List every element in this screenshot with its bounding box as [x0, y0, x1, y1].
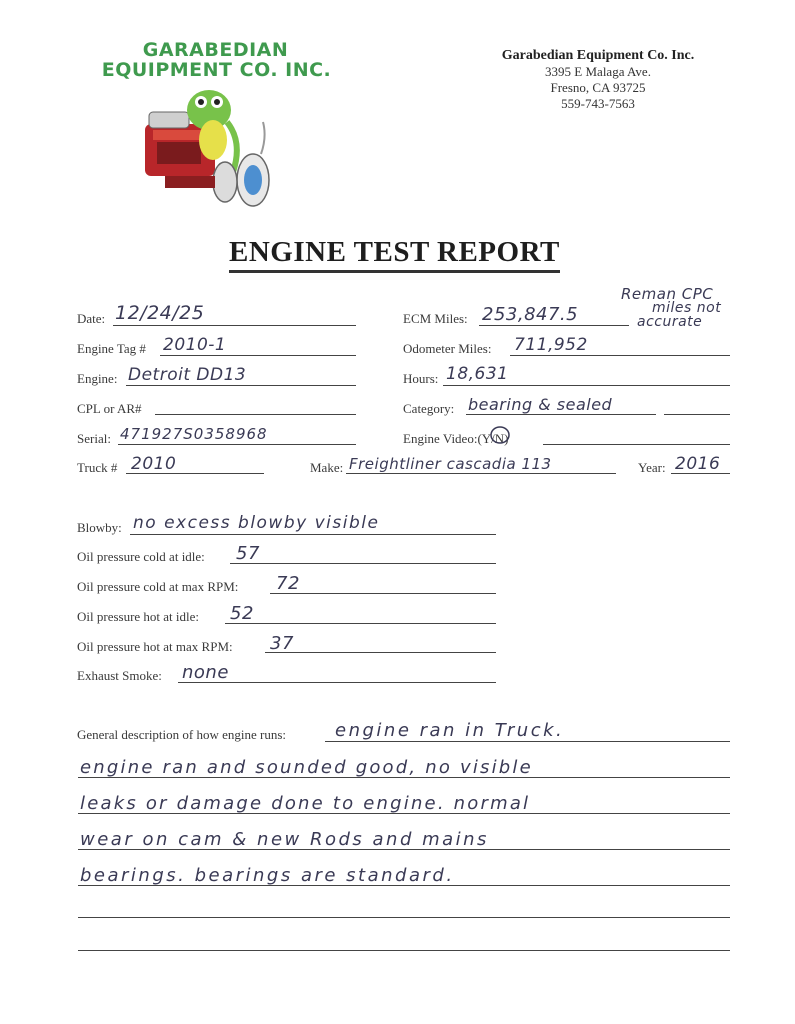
ecm-miles-label: ECM Miles: [403, 311, 468, 326]
date-line [113, 325, 356, 326]
description-line-5: bearings. bearings are standard. [80, 865, 455, 886]
category-value: bearing & sealed [468, 395, 613, 414]
engine-tag-label: Engine Tag # [77, 341, 146, 356]
engine-video-label: Engine Video:(Y/N) [403, 431, 509, 446]
engine-value: Detroit DD13 [128, 365, 247, 385]
description-line-3: leaks or damage done to engine. normal [80, 793, 531, 814]
circled-y-mark-icon [489, 425, 511, 445]
oil-cold-max-value: 72 [276, 573, 300, 594]
oil-cold-max-line [270, 593, 496, 594]
category-line-ext [664, 414, 730, 415]
mascot-logo-icon [135, 82, 285, 212]
oil-cold-max-label: Oil pressure cold at max RPM: [77, 579, 239, 594]
general-description-label: General description of how engine runs: [77, 727, 287, 742]
description-rule-4 [78, 849, 730, 850]
hours-value: 18,631 [446, 364, 509, 384]
category-label: Category: [403, 401, 455, 416]
description-rule-3 [78, 813, 730, 814]
oil-hot-idle-value: 52 [230, 603, 254, 624]
oil-hot-idle-label: Oil pressure hot at idle: [77, 609, 200, 624]
make-label: Make: [310, 460, 344, 475]
description-rule-7 [78, 950, 730, 951]
engine-tag-line [160, 355, 356, 356]
exhaust-smoke-line [178, 682, 496, 683]
description-rule-6 [78, 917, 730, 918]
oil-cold-idle-label: Oil pressure cold at idle: [77, 549, 205, 564]
odometer-value: 711,952 [514, 335, 588, 355]
description-line-4: wear on cam & new Rods and mains [80, 829, 489, 850]
engine-video-line [543, 444, 730, 445]
logo-text-line1: GARABEDIAN [142, 39, 289, 61]
odometer-line [510, 355, 730, 356]
hours-label: Hours: [403, 371, 439, 386]
phone-number: 559-743-7563 [561, 96, 635, 111]
logo-text-line2: EQUIPMENT CO. INC. [101, 59, 332, 81]
cpl-label: CPL or AR# [77, 401, 142, 416]
truck-line [126, 473, 264, 474]
ecm-miles-line [479, 325, 629, 326]
blowby-value: no excess blowby visible [133, 513, 380, 533]
blowby-label: Blowby: [77, 520, 122, 535]
oil-hot-max-value: 37 [270, 633, 294, 654]
blowby-line [130, 534, 496, 535]
exhaust-smoke-value: none [182, 662, 229, 683]
year-label: Year: [638, 460, 666, 475]
hours-line [443, 385, 730, 386]
truck-label: Truck # [77, 460, 118, 475]
date-value: 12/24/25 [115, 302, 205, 324]
serial-value: 471927S0358968 [120, 425, 268, 443]
serial-line [118, 444, 356, 445]
category-line [466, 414, 656, 415]
address-line-2: Fresno, CA 93725 [550, 80, 646, 95]
date-label: Date: [77, 311, 106, 326]
year-value: 2016 [675, 454, 721, 474]
engine-label: Engine: [77, 371, 118, 386]
odometer-label: Odometer Miles: [403, 341, 492, 356]
ecm-note-2: miles not [652, 300, 722, 316]
ecm-miles-value: 253,847.5 [482, 304, 579, 325]
page-title: ENGINE TEST REPORT [229, 236, 560, 273]
engine-tag-value: 2010-1 [163, 335, 227, 355]
description-rule-2 [78, 777, 730, 778]
oil-cold-idle-line [230, 563, 496, 564]
oil-cold-idle-value: 57 [236, 543, 260, 564]
serial-label: Serial: [77, 431, 111, 446]
description-line-2: engine ran and sounded good, no visible [80, 757, 533, 778]
ecm-note-1: Reman CPC [621, 285, 714, 303]
ecm-note-3: accurate [637, 314, 703, 330]
description-line-1: engine ran in Truck. [335, 720, 565, 741]
oil-hot-max-label: Oil pressure hot at max RPM: [77, 639, 233, 654]
address-line-1: 3395 E Malaga Ave. [545, 64, 651, 79]
oil-hot-idle-line [225, 623, 496, 624]
company-address-block [478, 48, 718, 112]
description-rule-1 [325, 741, 730, 742]
engine-line [126, 385, 356, 386]
truck-value: 2010 [131, 454, 177, 474]
year-line [671, 473, 730, 474]
cpl-line [155, 414, 356, 415]
make-line [346, 473, 616, 474]
oil-hot-max-line [265, 652, 496, 653]
exhaust-smoke-label: Exhaust Smoke: [77, 668, 162, 683]
company-name: Garabedian Equipment Co. Inc. [501, 48, 695, 63]
make-value: Freightliner cascadia 113 [349, 455, 552, 473]
description-rule-5 [78, 885, 730, 886]
